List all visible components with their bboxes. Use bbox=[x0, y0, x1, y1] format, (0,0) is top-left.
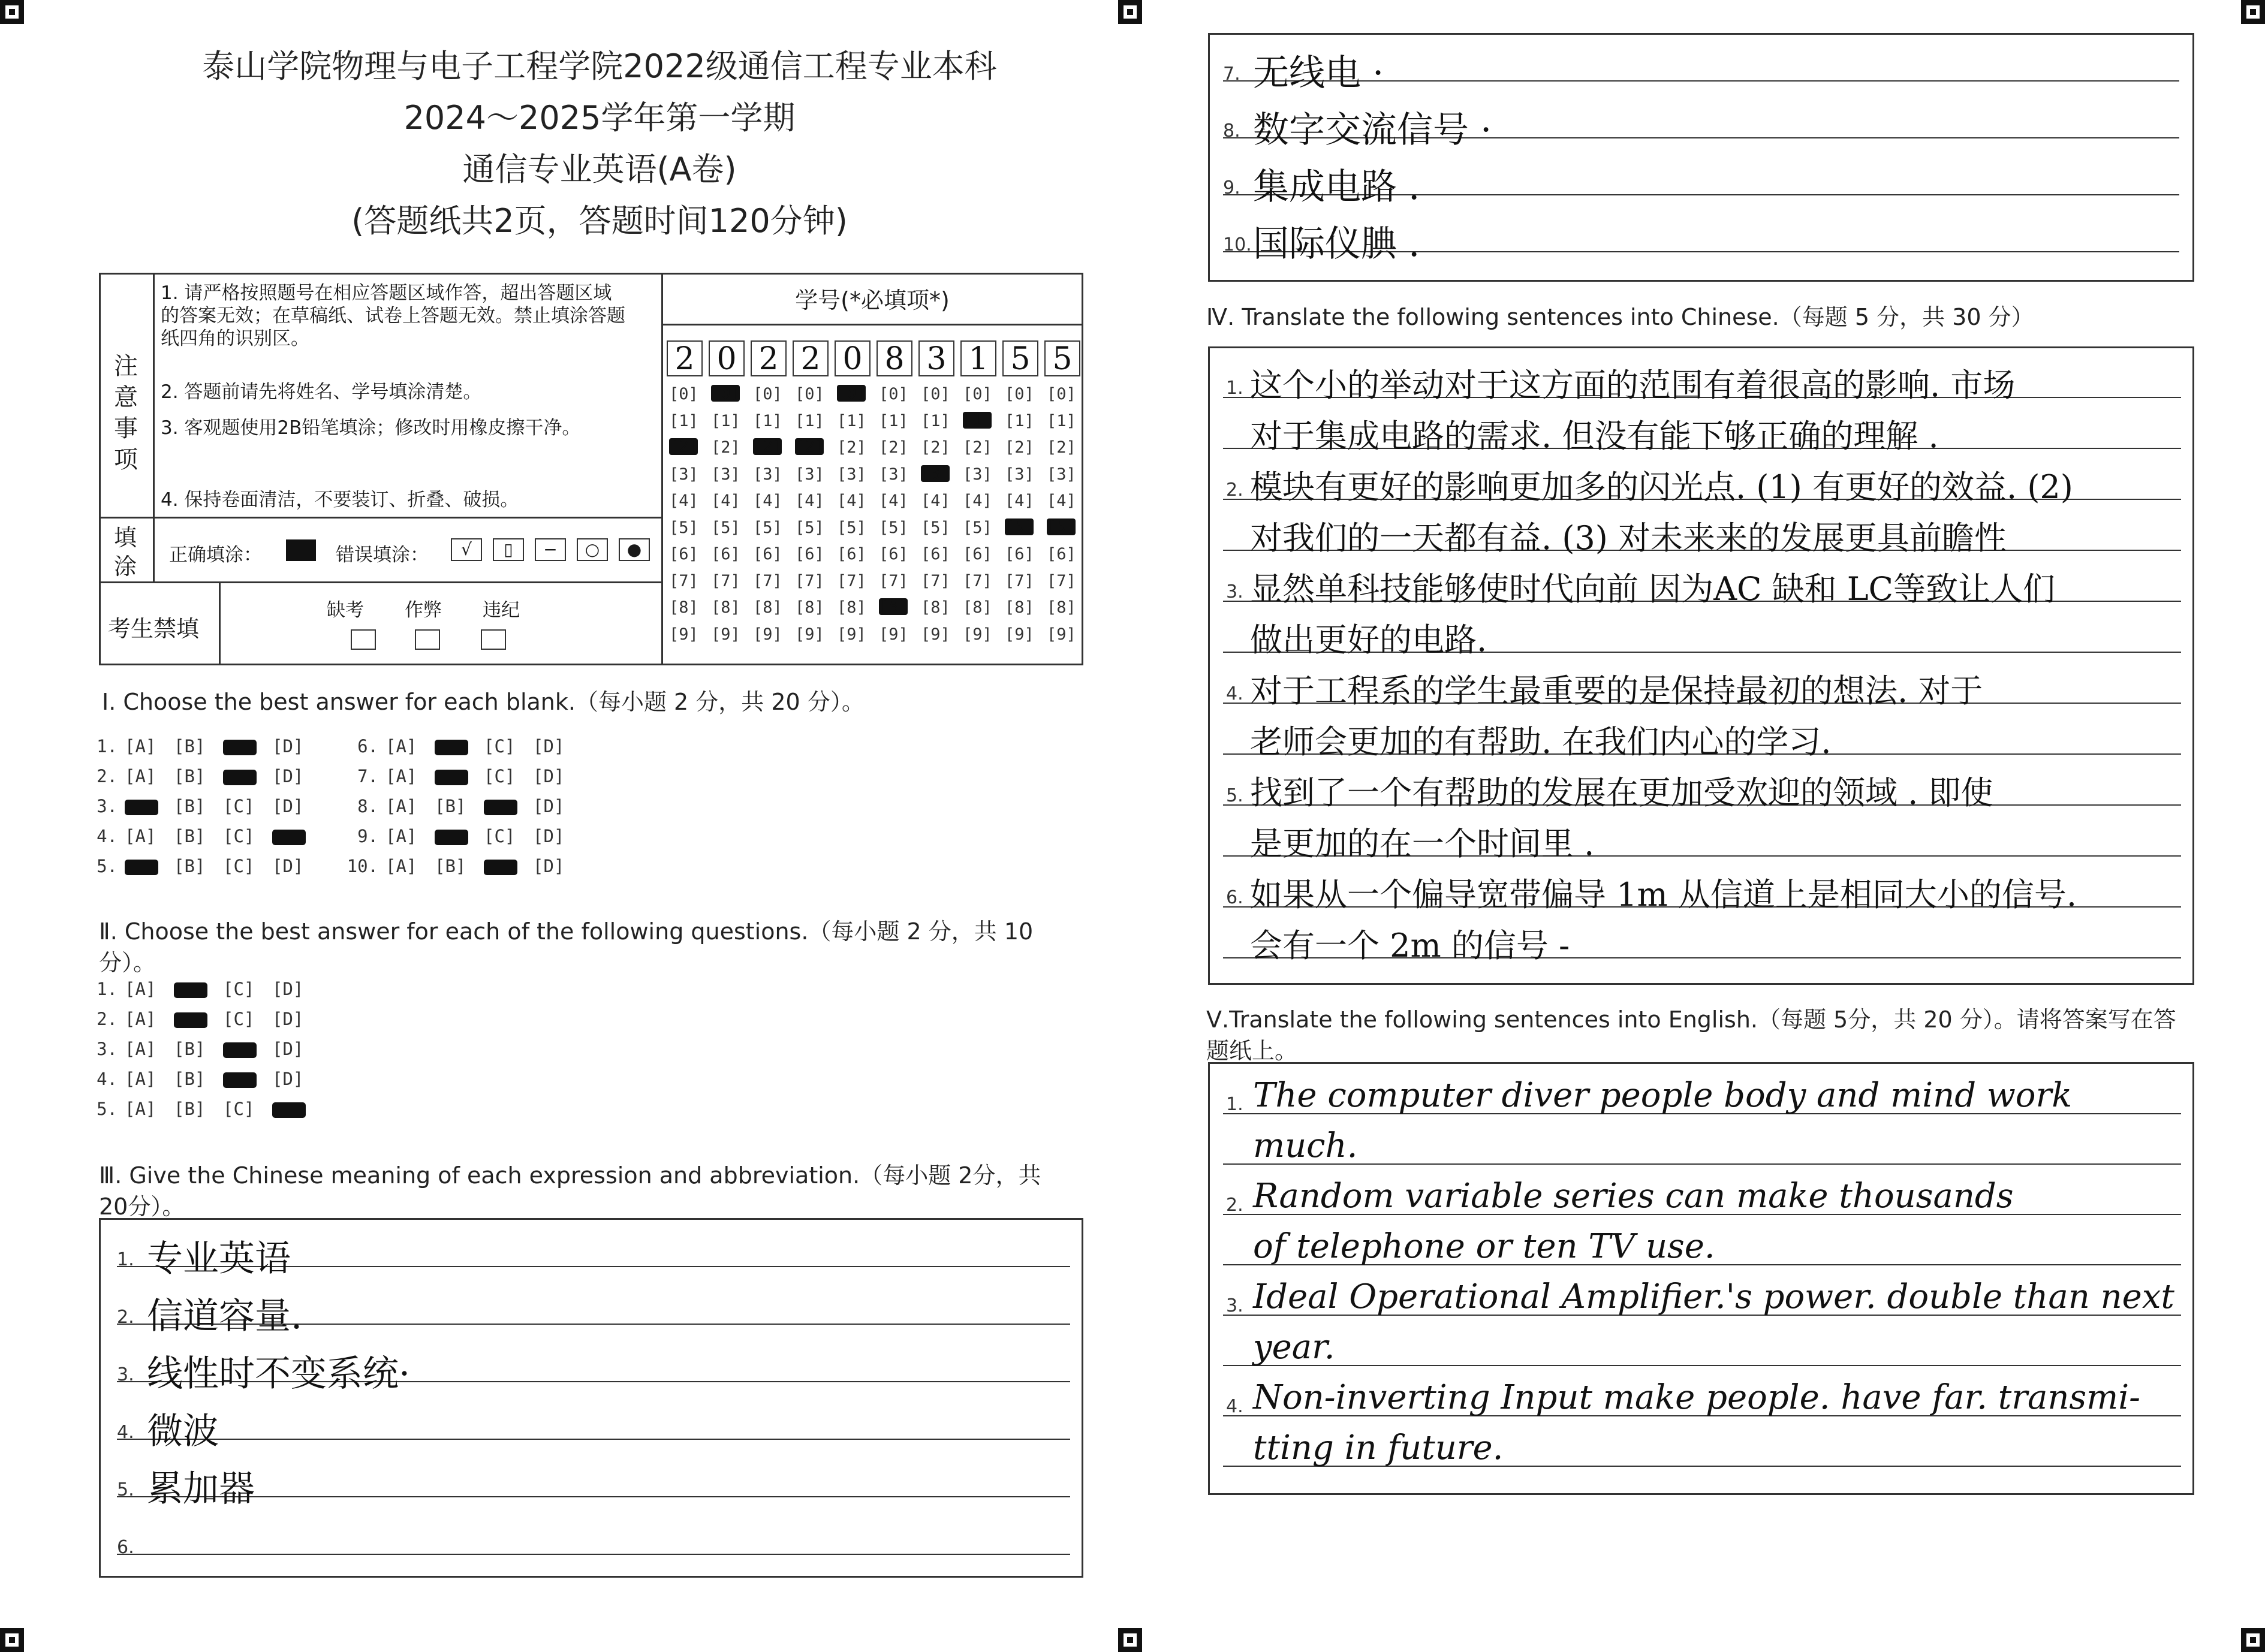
mcq-row bbox=[84, 826, 321, 846]
student-id-bubble[interactable]: [7] bbox=[1047, 571, 1076, 590]
student-id-bubble[interactable]: [3] bbox=[711, 465, 740, 484]
student-id-bubble[interactable]: [4] bbox=[879, 492, 908, 510]
fill-correct-example bbox=[286, 539, 316, 561]
mcq-row bbox=[84, 1099, 321, 1119]
student-id-bubble[interactable]: [7] bbox=[837, 571, 866, 590]
question-number: 2. bbox=[97, 766, 118, 786]
option-bubble-d[interactable] bbox=[272, 830, 306, 845]
student-id-bubble[interactable]: [2] bbox=[795, 437, 824, 456]
wrong-fill-example: ● bbox=[619, 538, 650, 561]
mcq-row bbox=[84, 796, 321, 816]
answer-line bbox=[117, 1554, 1070, 1555]
student-id-bubble[interactable]: [2] bbox=[711, 438, 740, 457]
mcq-row bbox=[84, 766, 321, 786]
corner-marker-bottom-left bbox=[0, 1628, 24, 1652]
option-bubble-d[interactable]: [D] bbox=[533, 736, 565, 756]
section3-title: Ⅲ. Give the Chinese meaning of each expression and abbreviation.（每小题 2分，共 20分）。 bbox=[99, 1162, 1041, 1220]
notice-item-1: 1. 请严格按照题号在相应答题区域作答，超出答题区域的答案无效；在草稿纸、试卷上答题无效。禁止填涂答题纸四角的识别区。 bbox=[161, 282, 625, 349]
option-bubble-d[interactable]: [D] bbox=[533, 766, 565, 786]
option-bubble-a[interactable]: [A] bbox=[385, 766, 417, 786]
handwritten-answer[interactable]: tting in future. bbox=[1253, 1428, 1504, 1467]
option-bubble-a[interactable]: [A] bbox=[125, 979, 156, 999]
handwritten-answer[interactable]: Non-inverting Input make people. have far. transmi- bbox=[1253, 1378, 2141, 1417]
mcq-row bbox=[84, 1009, 321, 1029]
student-id-bubble[interactable]: [1] bbox=[795, 411, 824, 430]
notice-item-4: 4. 保持卷面清洁，不要装订、折叠、破损。 bbox=[161, 489, 519, 511]
student-id-bubble[interactable]: [0] bbox=[795, 385, 824, 403]
divider bbox=[153, 273, 155, 581]
student-id-bubble[interactable]: [3] bbox=[921, 463, 950, 483]
section5-title: Ⅴ.Translate the following sentences into English.（每题 5分，共 20 分）。请将答案写在答题纸上。 bbox=[1206, 1006, 2176, 1064]
notice-item-2: 2. 答题前请先将姓名、学号填涂清楚。 bbox=[161, 381, 482, 403]
question-number: 4. bbox=[97, 1069, 118, 1089]
student-id-bubble[interactable]: [5] bbox=[711, 518, 740, 537]
student-id-bubble[interactable]: [8] bbox=[963, 598, 992, 617]
student-id-bubble[interactable]: [3] bbox=[837, 465, 866, 484]
student-id-bubble[interactable]: [5] bbox=[795, 518, 824, 537]
answer-number: 8. bbox=[1223, 120, 1240, 141]
student-id-bubble[interactable]: [1] bbox=[711, 411, 740, 430]
student-id-bubble[interactable]: [4] bbox=[711, 492, 740, 510]
mcq-row bbox=[345, 736, 582, 756]
answer-number: 1. bbox=[117, 1249, 134, 1270]
handwritten-answer[interactable]: 找到了一个有帮助的发展在更加受欢迎的领域 . 即使 bbox=[1250, 774, 1993, 812]
section2-title: Ⅱ. Choose the best answer for each of the following questions.（每小题 2 分，共 10 分）。 bbox=[99, 918, 1034, 976]
mcq-row bbox=[84, 1069, 321, 1089]
student-id-bubble[interactable]: [3] bbox=[669, 465, 698, 484]
student-id-bubble[interactable]: [6] bbox=[879, 545, 908, 563]
handwritten-answer[interactable]: 这个小的举动对于这方面的范围有着很高的影响. 市场 bbox=[1250, 366, 2016, 404]
student-id-bubble[interactable]: [8] bbox=[1005, 598, 1034, 617]
option-bubble-c[interactable]: [C] bbox=[223, 826, 255, 846]
option-bubble-b[interactable]: [B] bbox=[435, 856, 466, 876]
option-bubble-a[interactable]: [A] bbox=[125, 1009, 156, 1029]
student-id-label: 学号(*必填项*) bbox=[795, 287, 950, 313]
option-bubble-a[interactable]: [A] bbox=[125, 1039, 156, 1059]
student-id-bubble[interactable]: [7] bbox=[879, 571, 908, 590]
option-bubble-c[interactable]: [C] bbox=[223, 1009, 255, 1029]
student-id-bubble[interactable]: [9] bbox=[795, 625, 824, 644]
student-id-bubble[interactable]: [8] bbox=[711, 598, 740, 617]
handwritten-answer[interactable]: 对于工程系的学生最重要的是保持最初的想法. 对于 bbox=[1250, 672, 1983, 710]
student-id-bubble[interactable]: [1] bbox=[837, 411, 866, 430]
option-bubble-d[interactable]: [D] bbox=[272, 979, 304, 999]
option-bubble-b[interactable] bbox=[174, 1012, 207, 1028]
option-bubble-d[interactable]: [D] bbox=[272, 796, 304, 816]
corner-marker-top-right bbox=[2241, 0, 2265, 24]
option-bubble-c[interactable] bbox=[223, 1072, 257, 1088]
handwritten-answer[interactable]: 对我们的一天都有益. (3) 对未来来的发展更具前瞻性 bbox=[1250, 519, 2007, 557]
option-bubble-b[interactable]: [B] bbox=[174, 1099, 206, 1119]
student-id-bubble[interactable]: [0] bbox=[753, 385, 782, 403]
student-id-bubble[interactable]: [3] bbox=[1047, 465, 1076, 484]
option-bubble-a[interactable]: [A] bbox=[125, 766, 156, 786]
student-id-bubble[interactable]: [0] bbox=[921, 385, 950, 403]
student-id-bubble[interactable]: [8] bbox=[879, 597, 908, 616]
banned-label: 考生禁填 bbox=[108, 616, 200, 642]
option-bubble-c[interactable] bbox=[223, 1042, 257, 1058]
option-bubble-b[interactable]: [B] bbox=[435, 796, 466, 816]
student-id-bubble[interactable]: [1] bbox=[1047, 411, 1076, 430]
option-bubble-d[interactable]: [D] bbox=[533, 826, 565, 846]
handwritten-answer[interactable]: 做出更好的电路. bbox=[1250, 621, 1487, 659]
question-number: 7. bbox=[357, 766, 378, 786]
student-id-bubble[interactable]: [8] bbox=[795, 598, 824, 617]
answer-number: 3. bbox=[1226, 1295, 1243, 1316]
option-bubble-b[interactable] bbox=[435, 830, 468, 845]
student-id-bubble[interactable]: [4] bbox=[1047, 492, 1076, 510]
option-bubble-b[interactable]: [B] bbox=[174, 826, 206, 846]
option-bubble-b[interactable] bbox=[435, 740, 468, 755]
option-bubble-b[interactable]: [B] bbox=[174, 796, 206, 816]
student-id-bubble[interactable]: [1] bbox=[1005, 411, 1034, 430]
student-id-digit: 2 bbox=[667, 340, 703, 376]
option-bubble-d[interactable]: [D] bbox=[272, 736, 304, 756]
corner-marker-top-center bbox=[1118, 0, 1142, 24]
corner-marker-bottom-center bbox=[1118, 1628, 1142, 1652]
handwritten-answer[interactable]: 无线电 · bbox=[1253, 52, 1384, 94]
section4-title: Ⅳ. Translate the following sentences into Chinese.（每题 5 分，共 30 分） bbox=[1206, 304, 2034, 330]
question-number: 6. bbox=[357, 736, 378, 756]
corner-marker-top-left bbox=[0, 0, 24, 24]
student-id-bubble[interactable]: [5] bbox=[921, 518, 950, 537]
question-number: 8. bbox=[357, 796, 378, 816]
option-bubble-b[interactable]: [B] bbox=[174, 1039, 206, 1059]
student-id-bubble[interactable]: [3] bbox=[879, 465, 908, 484]
student-id-bubble[interactable]: [7] bbox=[921, 571, 950, 590]
handwritten-answer[interactable]: 老师会更加的有帮助. 在我们内心的学习. bbox=[1250, 723, 1832, 761]
question-number: 3. bbox=[97, 796, 118, 816]
handwritten-answer[interactable]: 模块有更好的影响更加多的闪光点. (1) 有更好的效益. (2) bbox=[1250, 468, 2073, 506]
option-bubble-a[interactable]: [A] bbox=[385, 856, 417, 876]
option-bubble-d[interactable] bbox=[272, 1102, 306, 1118]
student-id-digit: 0 bbox=[835, 340, 871, 376]
student-id-bubble[interactable]: [9] bbox=[753, 625, 782, 644]
student-id-bubble[interactable]: [9] bbox=[837, 625, 866, 644]
option-bubble-c[interactable]: [C] bbox=[223, 1099, 255, 1119]
option-bubble-d[interactable]: [D] bbox=[272, 1039, 304, 1059]
option-bubble-d[interactable]: [D] bbox=[533, 856, 565, 876]
student-id-bubble[interactable]: [1] bbox=[963, 410, 992, 429]
mcq-row bbox=[84, 979, 321, 999]
question-number: 1. bbox=[97, 736, 118, 756]
student-id-bubble[interactable]: [7] bbox=[753, 571, 782, 590]
absent-checkbox[interactable] bbox=[351, 629, 376, 650]
student-id-bubble[interactable]: [7] bbox=[1005, 571, 1034, 590]
student-id-bubble[interactable]: [3] bbox=[963, 465, 992, 484]
student-id-bubble[interactable]: [6] bbox=[837, 545, 866, 563]
student-id-bubble[interactable]: [9] bbox=[669, 625, 698, 644]
student-id-bubble[interactable]: [6] bbox=[921, 545, 950, 563]
divider bbox=[99, 581, 661, 583]
question-number: 10. bbox=[347, 856, 378, 876]
option-bubble-c[interactable]: [C] bbox=[223, 796, 255, 816]
student-id-bubble[interactable]: [0] bbox=[837, 384, 866, 402]
option-bubble-a[interactable]: [A] bbox=[125, 736, 156, 756]
option-bubble-c[interactable]: [C] bbox=[484, 826, 516, 846]
question-number: 3. bbox=[97, 1039, 118, 1059]
answer-line bbox=[117, 1439, 1070, 1440]
option-bubble-c[interactable]: [C] bbox=[484, 736, 516, 756]
question-number: 4. bbox=[97, 826, 118, 846]
option-bubble-a[interactable]: [A] bbox=[385, 736, 417, 756]
answer-number: 4. bbox=[1226, 683, 1243, 704]
student-id-bubble[interactable]: [7] bbox=[795, 571, 824, 590]
option-bubble-d[interactable]: [D] bbox=[272, 856, 304, 876]
student-id-digit: 5 bbox=[1044, 340, 1080, 376]
student-id-bubble[interactable]: [6] bbox=[1005, 545, 1034, 563]
question-number: 1. bbox=[97, 979, 118, 999]
exam-title-line1: 泰山学院物理与电子工程学院2022级通信工程专业本科 bbox=[202, 47, 997, 85]
question-number: 9. bbox=[357, 826, 378, 846]
divider bbox=[661, 273, 663, 665]
student-id-bubble[interactable]: [3] bbox=[1005, 465, 1034, 484]
student-id-bubble[interactable]: [0] bbox=[669, 385, 698, 403]
student-id-bubble[interactable]: [1] bbox=[921, 411, 950, 430]
option-bubble-c[interactable]: [C] bbox=[223, 856, 255, 876]
student-id-bubble[interactable]: [7] bbox=[669, 571, 698, 590]
student-id-bubble[interactable]: [5] bbox=[963, 518, 992, 537]
answer-number: 1. bbox=[1226, 1094, 1243, 1115]
option-bubble-a[interactable]: [A] bbox=[385, 826, 417, 846]
student-id-bubble[interactable]: [8] bbox=[921, 598, 950, 617]
handwritten-answer[interactable]: 集成电路 . bbox=[1253, 166, 1420, 208]
exam-title-line4: (答题纸共2页，答题时间120分钟) bbox=[351, 202, 848, 240]
student-id-bubble[interactable]: [1] bbox=[879, 411, 908, 430]
handwritten-answer[interactable]: The computer diver people body and mind work bbox=[1253, 1076, 2073, 1115]
option-bubble-d[interactable]: [D] bbox=[533, 796, 565, 816]
mcq-row bbox=[84, 856, 321, 876]
handwritten-answer[interactable]: of telephone or ten TV use. bbox=[1253, 1227, 1715, 1266]
student-id-digit: 5 bbox=[1002, 340, 1038, 376]
student-id-bubble[interactable]: [9] bbox=[879, 625, 908, 644]
option-bubble-a[interactable] bbox=[125, 860, 158, 875]
student-id-bubble[interactable]: [6] bbox=[753, 545, 782, 563]
student-id-bubble[interactable]: [4] bbox=[837, 492, 866, 510]
answer-number: 9. bbox=[1223, 177, 1240, 198]
student-id-bubble[interactable]: [0] bbox=[879, 385, 908, 403]
student-id-bubble[interactable]: [1] bbox=[669, 411, 698, 430]
answer-number: 5. bbox=[117, 1479, 134, 1500]
student-id-bubble[interactable]: [5] bbox=[1047, 517, 1076, 536]
student-id-bubble[interactable]: [0] bbox=[1047, 385, 1076, 403]
option-bubble-b[interactable]: [B] bbox=[174, 1069, 206, 1089]
option-bubble-d[interactable]: [D] bbox=[272, 1069, 304, 1089]
option-bubble-b[interactable]: [B] bbox=[174, 736, 206, 756]
student-id-digit: 1 bbox=[960, 340, 996, 376]
student-id-bubble[interactable]: [4] bbox=[921, 492, 950, 510]
answer-line bbox=[1223, 1365, 2181, 1366]
student-id-bubble[interactable]: [6] bbox=[669, 545, 698, 563]
option-bubble-a[interactable]: [A] bbox=[125, 1069, 156, 1089]
answer-number: 4. bbox=[117, 1422, 134, 1443]
student-id-digit: 3 bbox=[918, 340, 954, 376]
exam-title-line2: 2024～2025学年第一学期 bbox=[403, 99, 796, 137]
handwritten-answer[interactable]: 对于集成电路的需求. 但没有能下够正确的理解 . bbox=[1250, 417, 1939, 455]
student-id-bubble[interactable]: [8] bbox=[753, 598, 782, 617]
student-id-bubble[interactable]: [4] bbox=[753, 492, 782, 510]
student-id-bubble[interactable]: [2] bbox=[669, 437, 698, 456]
student-id-bubble[interactable]: [2] bbox=[837, 438, 866, 457]
student-id-bubble[interactable]: [5] bbox=[879, 518, 908, 537]
wrong-fill-example: ▯ bbox=[493, 538, 524, 561]
answer-number: 6. bbox=[117, 1537, 134, 1558]
option-bubble-d[interactable]: [D] bbox=[272, 1009, 304, 1029]
answer-number: 4. bbox=[1226, 1396, 1243, 1417]
option-bubble-a[interactable]: [A] bbox=[385, 796, 417, 816]
handwritten-answer[interactable]: 累加器 bbox=[147, 1468, 255, 1510]
answer-number: 2. bbox=[1226, 480, 1243, 501]
option-bubble-c[interactable] bbox=[484, 860, 517, 875]
mcq-row bbox=[345, 766, 582, 786]
mcq-row bbox=[84, 736, 321, 756]
option-bubble-c[interactable] bbox=[223, 770, 257, 785]
student-id-bubble[interactable]: [8] bbox=[1047, 598, 1076, 617]
student-id-digit: 2 bbox=[751, 340, 787, 376]
mcq-row bbox=[345, 856, 582, 876]
fill-correct-label: 正确填涂： bbox=[169, 544, 262, 566]
handwritten-answer[interactable]: 是更加的在一个时间里 . bbox=[1250, 825, 1595, 863]
student-id-bubble[interactable]: [9] bbox=[711, 625, 740, 644]
student-id-bubble[interactable]: [8] bbox=[837, 598, 866, 617]
option-bubble-c[interactable] bbox=[484, 800, 517, 815]
option-bubble-b[interactable] bbox=[435, 770, 468, 785]
answer-number: 5. bbox=[1226, 785, 1243, 806]
violation-checkbox[interactable] bbox=[481, 629, 506, 650]
handwritten-answer[interactable]: Random variable series can make thousands bbox=[1253, 1177, 2014, 1216]
student-id-bubble[interactable]: [9] bbox=[1005, 625, 1034, 644]
answer-number: 3. bbox=[1226, 581, 1243, 602]
student-id-bubble[interactable]: [6] bbox=[795, 545, 824, 563]
fill-label: 填涂 bbox=[114, 524, 137, 580]
answer-number: 7. bbox=[1223, 64, 1240, 85]
student-id-bubble[interactable]: [9] bbox=[963, 625, 992, 644]
handwritten-answer[interactable]: 会有一个 2m 的信号 - bbox=[1250, 927, 1570, 964]
option-bubble-b[interactable]: [B] bbox=[174, 766, 206, 786]
section1-title: Ⅰ. Choose the best answer for each blank.（每小题 2 分，共 20 分）。 bbox=[102, 689, 865, 715]
wrong-fill-example: − bbox=[535, 538, 566, 561]
banned-absent: 缺考 bbox=[327, 599, 364, 621]
divider bbox=[661, 324, 1083, 325]
option-bubble-b[interactable] bbox=[174, 982, 207, 998]
handwritten-answer[interactable]: much. bbox=[1253, 1126, 1358, 1165]
answer-number: 2. bbox=[1226, 1195, 1243, 1216]
question-number: 5. bbox=[97, 856, 118, 876]
student-id-bubble[interactable]: [5] bbox=[837, 518, 866, 537]
handwritten-answer[interactable]: 专业英语 bbox=[147, 1238, 291, 1280]
divider bbox=[99, 517, 661, 518]
mcq-row bbox=[345, 826, 582, 846]
answer-number: 6. bbox=[1226, 887, 1243, 908]
option-bubble-c[interactable]: [C] bbox=[484, 766, 516, 786]
student-id-bubble[interactable]: [4] bbox=[669, 492, 698, 510]
student-id-bubble[interactable]: [5] bbox=[1005, 517, 1034, 536]
question-number: 2. bbox=[97, 1009, 118, 1029]
mcq-row bbox=[345, 796, 582, 816]
student-id-bubble[interactable]: [4] bbox=[963, 492, 992, 510]
notice-label: 注意事项 bbox=[114, 352, 138, 474]
banned-violation: 违纪 bbox=[483, 599, 520, 621]
question-number: 5. bbox=[97, 1099, 118, 1119]
fill-wrong-label: 错误填涂： bbox=[336, 544, 429, 566]
student-id-bubble[interactable]: [2] bbox=[1005, 438, 1034, 457]
handwritten-answer[interactable]: 线性时不变系统· bbox=[147, 1353, 411, 1395]
option-bubble-c[interactable] bbox=[223, 740, 257, 755]
option-bubble-a[interactable]: [A] bbox=[125, 826, 156, 846]
option-bubble-d[interactable]: [D] bbox=[272, 766, 304, 786]
student-id-bubble[interactable]: [9] bbox=[921, 625, 950, 644]
student-id-bubble[interactable]: [2] bbox=[1047, 438, 1076, 457]
answer-line bbox=[1223, 1163, 2181, 1165]
option-bubble-a[interactable]: [A] bbox=[125, 1099, 156, 1119]
student-id-bubble[interactable]: [2] bbox=[753, 437, 782, 456]
handwritten-answer[interactable]: 信道容量. bbox=[147, 1295, 303, 1337]
student-id-bubble[interactable]: [5] bbox=[753, 518, 782, 537]
answer-number: 3. bbox=[117, 1364, 134, 1385]
student-id-digit: 8 bbox=[877, 340, 912, 376]
student-id-digit: 2 bbox=[793, 340, 829, 376]
student-id-bubble[interactable]: [7] bbox=[711, 571, 740, 590]
student-id-bubble[interactable]: [7] bbox=[963, 571, 992, 590]
student-id-bubble[interactable]: [6] bbox=[711, 545, 740, 563]
student-id-bubble[interactable]: [6] bbox=[1047, 545, 1076, 563]
option-bubble-b[interactable]: [B] bbox=[174, 856, 206, 876]
notice-item-3: 3. 客观题使用2B铅笔填涂；修改时用橡皮擦干净。 bbox=[161, 417, 581, 439]
student-id-bubble[interactable]: [2] bbox=[879, 438, 908, 457]
option-bubble-c[interactable]: [C] bbox=[223, 979, 255, 999]
student-id-bubble[interactable]: [3] bbox=[795, 465, 824, 484]
student-id-bubble[interactable]: [6] bbox=[963, 545, 992, 563]
student-id-bubble[interactable]: [2] bbox=[921, 438, 950, 457]
option-bubble-a[interactable] bbox=[125, 800, 158, 815]
answer-number: 2. bbox=[117, 1307, 134, 1328]
student-id-bubble[interactable]: [0] bbox=[711, 384, 740, 402]
wrong-fill-example: ○ bbox=[577, 538, 608, 561]
student-id-bubble[interactable]: [5] bbox=[669, 518, 698, 537]
answer-number: 1. bbox=[1226, 378, 1243, 399]
cheat-checkbox[interactable] bbox=[415, 629, 440, 650]
answer-number: 10. bbox=[1223, 234, 1252, 255]
answer-line bbox=[117, 1496, 1070, 1497]
student-id-bubble[interactable]: [4] bbox=[1005, 492, 1034, 510]
handwritten-answer[interactable]: year. bbox=[1253, 1328, 1335, 1367]
handwritten-answer[interactable]: 显然单科技能够使时代向前 因为AC 缺和 LC等致让人们 bbox=[1250, 570, 2055, 608]
banned-cheat: 作弊 bbox=[405, 599, 442, 621]
handwritten-answer[interactable]: 微波 bbox=[147, 1410, 219, 1452]
student-id-bubble[interactable]: [1] bbox=[753, 411, 782, 430]
exam-title-line3: 通信专业英语(A卷) bbox=[462, 150, 737, 188]
handwritten-answer[interactable]: 国际仪腆 . bbox=[1253, 223, 1420, 265]
divider bbox=[219, 581, 221, 665]
handwritten-answer[interactable]: Ideal Operational Amplifier.'s power. double than next bbox=[1253, 1277, 2174, 1316]
student-id-bubble[interactable]: [0] bbox=[1005, 385, 1034, 403]
student-id-bubble[interactable]: [2] bbox=[963, 438, 992, 457]
student-id-bubble[interactable]: [3] bbox=[753, 465, 782, 484]
handwritten-answer[interactable]: 如果从一个偏导宽带偏导 1m 从信道上是相同大小的信号. bbox=[1250, 876, 2077, 914]
handwritten-answer[interactable]: 数字交流信号 · bbox=[1253, 109, 1492, 151]
student-id-bubble[interactable]: [8] bbox=[669, 598, 698, 617]
wrong-fill-example: √ bbox=[451, 538, 482, 561]
student-id-digit: 0 bbox=[709, 340, 745, 376]
mcq-row bbox=[84, 1039, 321, 1059]
student-id-bubble[interactable]: [4] bbox=[795, 492, 824, 510]
corner-marker-bottom-right bbox=[2241, 1628, 2265, 1652]
student-id-bubble[interactable]: [0] bbox=[963, 385, 992, 403]
student-id-bubble[interactable]: [9] bbox=[1047, 625, 1076, 644]
